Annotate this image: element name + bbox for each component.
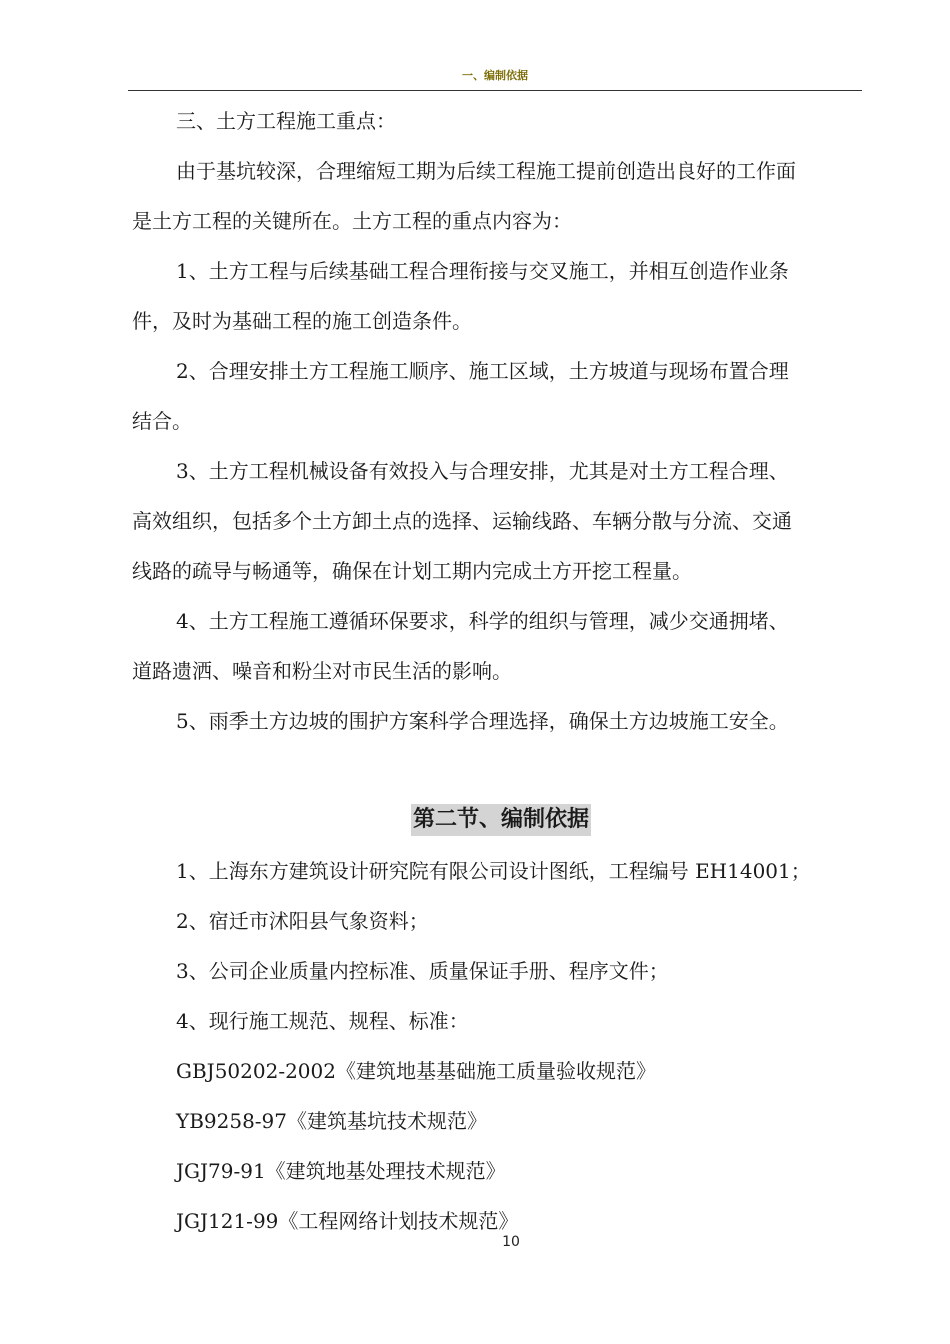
item3-line1: 3、土方工程机械设备有效投入与合理安排，尤其是对土方工程合理、 [176, 459, 789, 483]
section3-intro-line2: 是土方工程的关键所在。土方工程的重点内容为： [132, 209, 572, 233]
item3-line2: 高效组织，包括多个土方卸土点的选择、运输线路、车辆分散与分流、交通 [132, 509, 792, 533]
item4-line2: 道路遗洒、噪音和粉尘对市民生活的影响。 [132, 659, 512, 683]
basis-item-3: 3、公司企业质量内控标准、质量保证手册、程序文件； [176, 959, 669, 983]
item1-line2: 件，及时为基础工程的施工创造条件。 [132, 309, 472, 333]
standard-jgj121: JGJ121-99《工程网络计划技术规范》 [176, 1209, 519, 1233]
basis-item-2: 2、宿迁市沭阳县气象资料； [176, 909, 429, 933]
section3-heading: 三、土方工程施工重点： [176, 109, 396, 133]
item3-line3: 线路的疏导与畅通等，确保在计划工期内完成土方开挖工程量。 [132, 559, 692, 583]
standard-jgj79: JGJ79-91《建筑地基处理技术规范》 [176, 1159, 506, 1183]
section3-intro-line1: 由于基坑较深，合理缩短工期为后续工程施工提前创造出良好的工作面 [176, 159, 796, 183]
basis-item-4: 4、现行施工规范、规程、标准： [176, 1009, 469, 1033]
running-header-title: 一、编制依据 [462, 69, 528, 82]
item2-line1: 2、合理安排土方工程施工顺序、施工区域，土方坡道与现场布置合理 [176, 359, 789, 383]
item4-line1: 4、土方工程施工遵循环保要求，科学的组织与管理，减少交通拥堵、 [176, 609, 789, 633]
standard-yb9258: YB9258-97《建筑基坑技术规范》 [176, 1109, 488, 1133]
section2-title: 第二节、编制依据 [411, 804, 591, 836]
item2-line2: 结合。 [132, 409, 192, 433]
item5: 5、雨季土方边坡的围护方案科学合理选择，确保土方边坡施工安全。 [176, 709, 789, 733]
document-body [132, 96, 860, 1246]
section2-title-block [132, 796, 860, 846]
basis-item-1: 1、上海东方建筑设计研究院有限公司设计图纸，工程编号 EH14001； [176, 859, 811, 883]
item1-line1: 1、土方工程与后续基础工程合理衔接与交叉施工，并相互创造作业条 [176, 259, 789, 283]
standard-gbj50202: GBJ50202-2002《建筑地基基础施工质量验收规范》 [176, 1059, 656, 1083]
page-number: 10 [502, 1234, 520, 1250]
page-header [128, 64, 862, 91]
